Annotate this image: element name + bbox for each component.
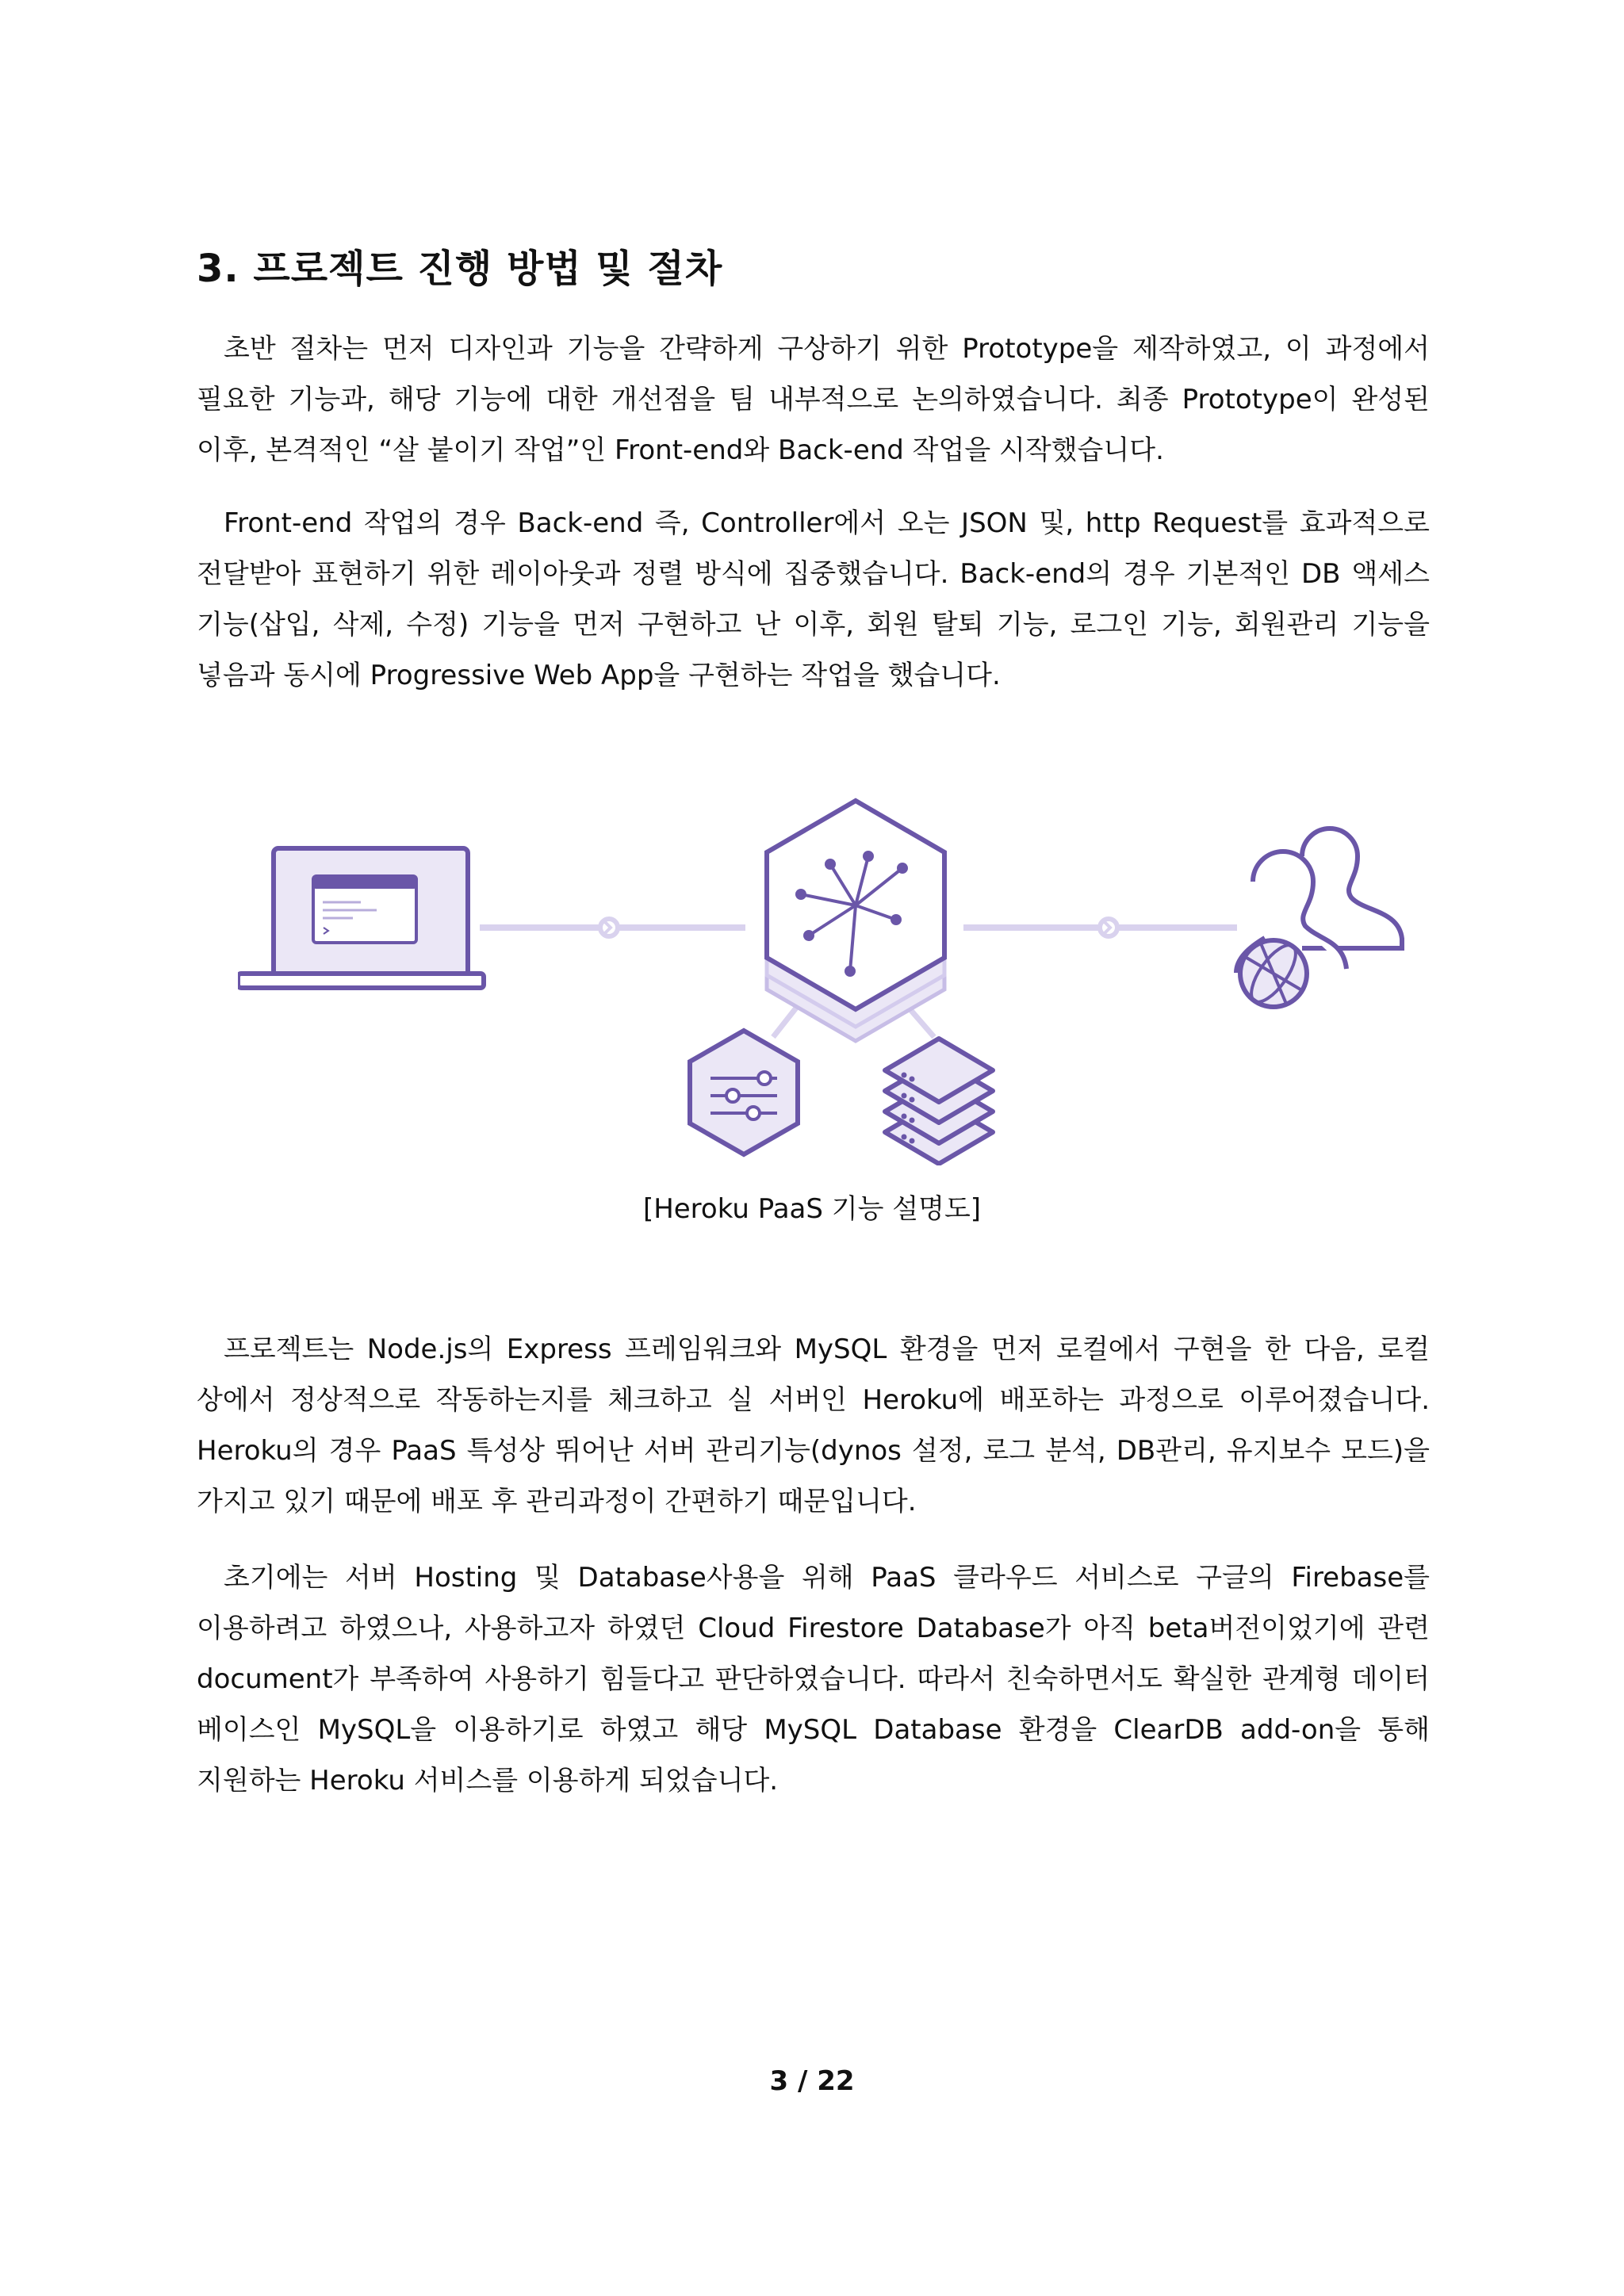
paragraph-database-choice: 초기에는 서버 Hosting 및 Database사용을 위해 PaaS 클라우드 서비스로 구글의 Firebase를 이용하려고 하였으나, 사용하고자 하였던 Cloud Firestore Database가 아직 beta버전이었기에 관련 document가 부족하여 사용하기 힘들다고 판단하였습니다. 따라서 친숙하면서도 확실한 관계형 데이터 베이스인 MySQL을 이용하기로 하였고 해당 MySQL Database 환경을 ClearDB add-on을 통해 지원하는 Heroku 서비스를 이용하게 되었습니다. [197, 1562, 1430, 1797]
section-heading: 3. 프로젝트 진행 방법 및 절차 [197, 247, 723, 291]
paragraph-deployment: 프로젝트는 Node.js의 Express 프레임워크와 MySQL 환경을 먼저 로컬에서 구현을 한 다음, 로컬 상에서 정상적으로 작동하는지를 체크하고 실 서버인 Heroku에 배포하는 과정으로 이루어졌습니다. Heroku의 경우 PaaS 특성상 뛰어난 서버 관리기능(dynos 설정, 로그 분석, DB관리, 유지보수 모드)을 가지고 있기 때문에 배포 후 관리과정이 간편하기 때문입니다. [197, 1334, 1430, 1517]
settings-sliders-icon [690, 1031, 798, 1154]
heroku-diagram [238, 785, 1427, 1165]
laptop-icon [238, 848, 484, 988]
heroku-hex-icon [767, 801, 944, 1041]
database-stack-icon [885, 1039, 993, 1164]
paragraph-prototype: 초반 절차는 먼저 디자인과 기능을 간략하게 구상하기 위한 Prototype을 제작하였고, 이 과정에서 필요한 기능과, 해당 기능에 대한 개선점을 팀 내부적으로 논의하였습니다. 최종 Prototype이 완성된 이후, 본격적인 “살 붙이기 작업”인 Front-end와 Back-end 작업을 시작했습니다. [197, 333, 1430, 466]
paragraph-frontend-backend: Front-end 작업의 경우 Back-end 즉, Controller에서 오는 JSON 및, http Request를 효과적으로 전달받아 표현하기 위한 레이아웃과 정렬 방식에 집중했습니다. Back-end의 경우 기본적인 DB 액세스 기능(삽입, 삭제, 수정) 기능을 먼저 구현하고 난 이후, 회원 탈퇴 기능, 로그인 기능, 회원관리 기능을 넣음과 동시에 Progressive Web App을 구현하는 작업을 했습니다. [197, 507, 1430, 691]
page-number: 3 / 22 [769, 2065, 855, 2097]
users-globe-icon [1236, 828, 1402, 1008]
connector-right [963, 919, 1237, 936]
connector-left [480, 919, 745, 936]
figure-caption: [Heroku PaaS 기능 설명도] [642, 1193, 982, 1225]
